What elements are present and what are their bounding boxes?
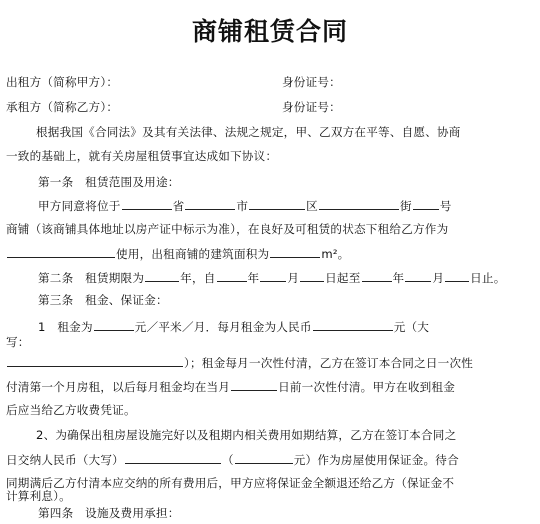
blank-deposit-amount[interactable] — [235, 451, 293, 464]
article-1-address-line: 甲方同意将位于 省 市 区 街 号 — [38, 199, 452, 213]
blank-rent-in-words[interactable] — [7, 354, 183, 367]
lessee-id-line — [282, 99, 341, 115]
intro-line-2: 一致的基础上，就有关房屋租赁事宜达成如下协议： — [6, 149, 278, 163]
lessor-line — [6, 74, 118, 90]
blank-end-year[interactable] — [362, 269, 392, 282]
blank-start-month[interactable] — [260, 269, 286, 282]
blank-usage[interactable] — [7, 245, 115, 258]
article-3-heading: 第三条 租金、保证金： — [38, 293, 168, 307]
lessor-id-line — [282, 74, 341, 90]
blank-start-day[interactable] — [300, 269, 324, 282]
blank-street[interactable] — [319, 197, 399, 210]
article-2-line: 第二条 租赁期限为 年，自 年 月 日起至 年 月 日止。 — [38, 271, 506, 285]
article-3-line-2: 写： — [6, 335, 30, 349]
blank-rent-per-sqm[interactable] — [94, 318, 134, 331]
blank-monthly-rent[interactable] — [313, 318, 393, 331]
article-3-line-5: 后应当给乙方收费凭证。 — [6, 403, 136, 417]
blank-district[interactable] — [249, 197, 305, 210]
lessor-label: 出租方（简称甲方）： — [6, 75, 119, 89]
article-1-heading: 第一条 租赁范围及用途： — [38, 175, 180, 189]
lessor-id-label: 身份证号： — [282, 75, 341, 89]
lessee-id-label: 身份证号： — [282, 100, 341, 114]
blank-deposit-in-words[interactable] — [125, 451, 221, 464]
article-3-line-8: 同期满后乙方付清本应交纳的所有费用后，甲方应将保证金全额退还给乙方（保证金不 — [6, 476, 455, 490]
blank-end-day[interactable] — [445, 269, 469, 282]
document-title: 商铺租赁合同 — [191, 17, 348, 46]
blank-city[interactable] — [185, 197, 235, 210]
blank-number[interactable] — [413, 197, 439, 210]
article-3-line-6: 2、为确保出租房屋设施完好以及租期内相关费用如期结算，乙方在签订本合同之 — [36, 428, 457, 442]
article-1-line-2: 商铺（该商铺具体地址以房产证中标示为准），在良好及可租赁的状态下租给乙方作为 — [6, 222, 449, 236]
article-3-line-1: 1 租金为 元／平米／月．每月租金为人民币 元（大 — [38, 320, 430, 334]
blank-start-year[interactable] — [217, 269, 247, 282]
article-3-line-7: 日交纳人民币（大写） （ 元）作为房屋使用保证金。待合 — [6, 453, 459, 467]
blank-term-years[interactable] — [145, 269, 179, 282]
intro-line-1: 根据我国《合同法》及其有关法律、法规之规定，甲、乙双方在平等、自愿、协商 — [36, 125, 461, 139]
lessee-label: 承租方（简称乙方）： — [6, 100, 119, 114]
blank-area[interactable] — [270, 245, 320, 258]
article-1-line-3: 使用，出租商铺的建筑面积为 m²。 — [6, 245, 349, 262]
lessee-line — [6, 99, 118, 115]
article-4-heading: 第四条 设施及费用承担： — [38, 506, 180, 520]
article-3-line-4: 付清第一个月房租，以后每月租金均在当月 日前一次性付清。甲方在收到租金 — [6, 380, 456, 394]
article-3-line-3: ）；租金每月一次性付清，乙方在签订本合同之日一次性 — [6, 354, 473, 371]
article-3-line-9: 计算利息）。 — [6, 489, 71, 503]
blank-payment-day[interactable] — [231, 378, 277, 391]
blank-province[interactable] — [122, 197, 172, 210]
blank-end-month[interactable] — [405, 269, 431, 282]
